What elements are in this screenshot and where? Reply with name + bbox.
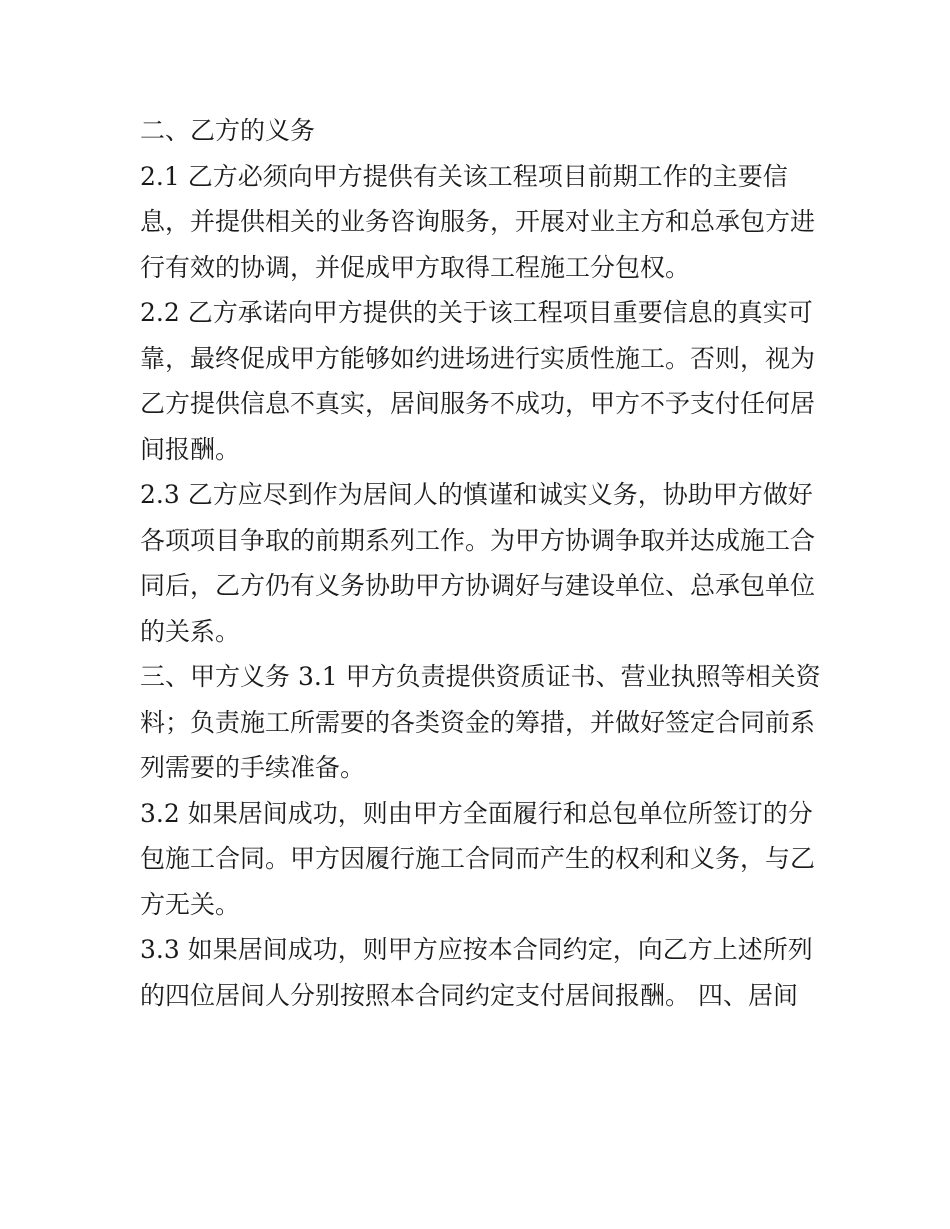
clause-3-1-line-3: 列需要的手续准备。 xyxy=(140,753,366,782)
clause-3-3-line-1: 3.3 如果居间成功，则甲方应按本合同约定，向乙方上述所列 xyxy=(140,935,813,964)
clause-2-2-line-4: 间报酬。 xyxy=(140,434,241,464)
clause-2-3-line-2: 各项项目争取的前期系列工作。为甲方协调争取并达成施工合 xyxy=(140,525,816,555)
clause-2-2-line-1: 2.2 乙方承诺向甲方提供的关于该工程项目重要信息的真实可 xyxy=(140,298,813,327)
clause-2-2-line-3: 乙方提供信息不真实，居间服务不成功，甲方不予支付任何居 xyxy=(140,389,816,418)
clause-3-1-line-2: 料；负责施工所需要的各类资金的筹措，并做好签定合同前系 xyxy=(140,707,816,737)
clause-3-2-line-3: 方无关。 xyxy=(140,889,241,919)
clause-2-1-line-3: 行有效的协调，并促成甲方取得工程施工分包权。 xyxy=(140,252,691,282)
clause-2-3-line-4: 的关系。 xyxy=(140,616,241,646)
clause-2-3-line-1: 2.3 乙方应尽到作为居间人的慎谨和诚实义务，协助甲方做好 xyxy=(140,480,813,509)
section-heading-party-b-obligations: 二、乙方的义务 xyxy=(140,116,316,145)
clause-2-1-line-1: 2.1 乙方必须向甲方提供有关该工程项目前期工作的主要信 xyxy=(140,161,788,191)
clause-3-2-line-2: 包施工合同。甲方因履行施工合同而产生的权利和义务，与乙 xyxy=(140,844,816,873)
clause-2-2-line-2: 靠，最终促成甲方能够如约进场进行实质性施工。否则，视为 xyxy=(140,343,816,373)
clause-2-3-line-3: 同后，乙方仍有义务协助甲方协调好与建设单位、总承包单位 xyxy=(140,571,816,600)
document-body xyxy=(140,108,820,1018)
clause-2-1-line-2: 息，并提供相关的业务咨询服务，开展对业主方和总承包方进 xyxy=(140,207,816,236)
clause-3-1-line-1: 三、甲方义务 3.1 甲方负责提供资质证书、营业执照等相关资 xyxy=(140,662,821,691)
clause-3-2-line-1: 3.2 如果居间成功，则由甲方全面履行和总包单位所签订的分 xyxy=(140,798,813,828)
clause-3-3-line-2: 的四位居间人分别按照本合同约定支付居间报酬。 四、居间 xyxy=(140,980,798,1010)
